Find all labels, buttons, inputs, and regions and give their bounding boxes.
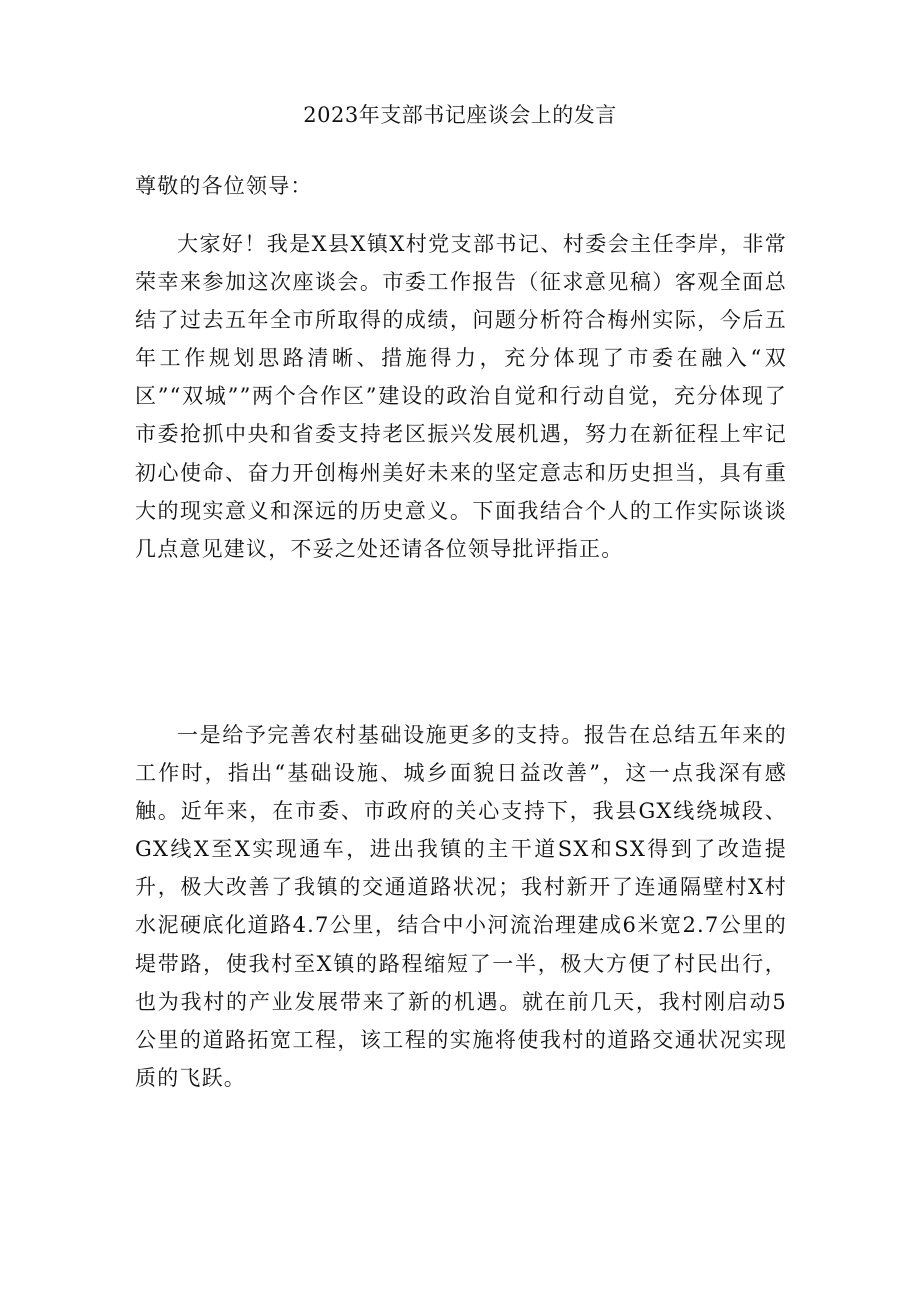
salutation: 尊敬的各位领导：	[135, 174, 313, 198]
document-title: 2023年支部书记座谈会上的发言	[303, 103, 617, 127]
paragraph-opening: 大家好！我是X县X镇X村党支部书记、村委会主任李岸，非常荣幸来参加这次座谈会。市委工作报告（征求意见稿）客观全面总结了过去五年全市所取得的成绩，问题分析符合梅州实际，今后五年工作规划思路清晰、措施得力，充分体现了市委在融入“双区”“双城””两个合作区”建设的政治自觉和行动自觉，充分体现了市委抢抓中央和省委支持老区振兴发展机遇，努力在新征程上牢记初心使命、奋力开创梅州美好未来的坚定意志和历史担当，具有重大的现实意义和深远的历史意义。下面我结合个人的工作实际谈谈几点意见建议，不妥之处还请各位领导批评指正。	[135, 232, 787, 561]
paragraph-infrastructure: 一是给予完善农村基础设施更多的支持。报告在总结五年来的工作时，指出“基础设施、城乡面貌日益改善”，这一点我深有感触。近年来，在市委、市政府的关心支持下，我县GX线绕城段、GX线X至X实现通车，进出我镇的主干道SX和SX得到了改造提升，极大改善了我镇的交通道路状况；我村新开了连通隔壁村X村水泥硬底化道路4.7公里，结合中小河流治理建成6米宽2.7公里的堤带路，使我村至X镇的路程缩短了一半，极大方便了村民出行，也为我村的产业发展带来了新的机遇。就在前几天，我村刚启动5公里的道路拓宽工程，该工程的实施将使我村的道路交通状况实现质的飞跃。	[135, 723, 787, 1090]
